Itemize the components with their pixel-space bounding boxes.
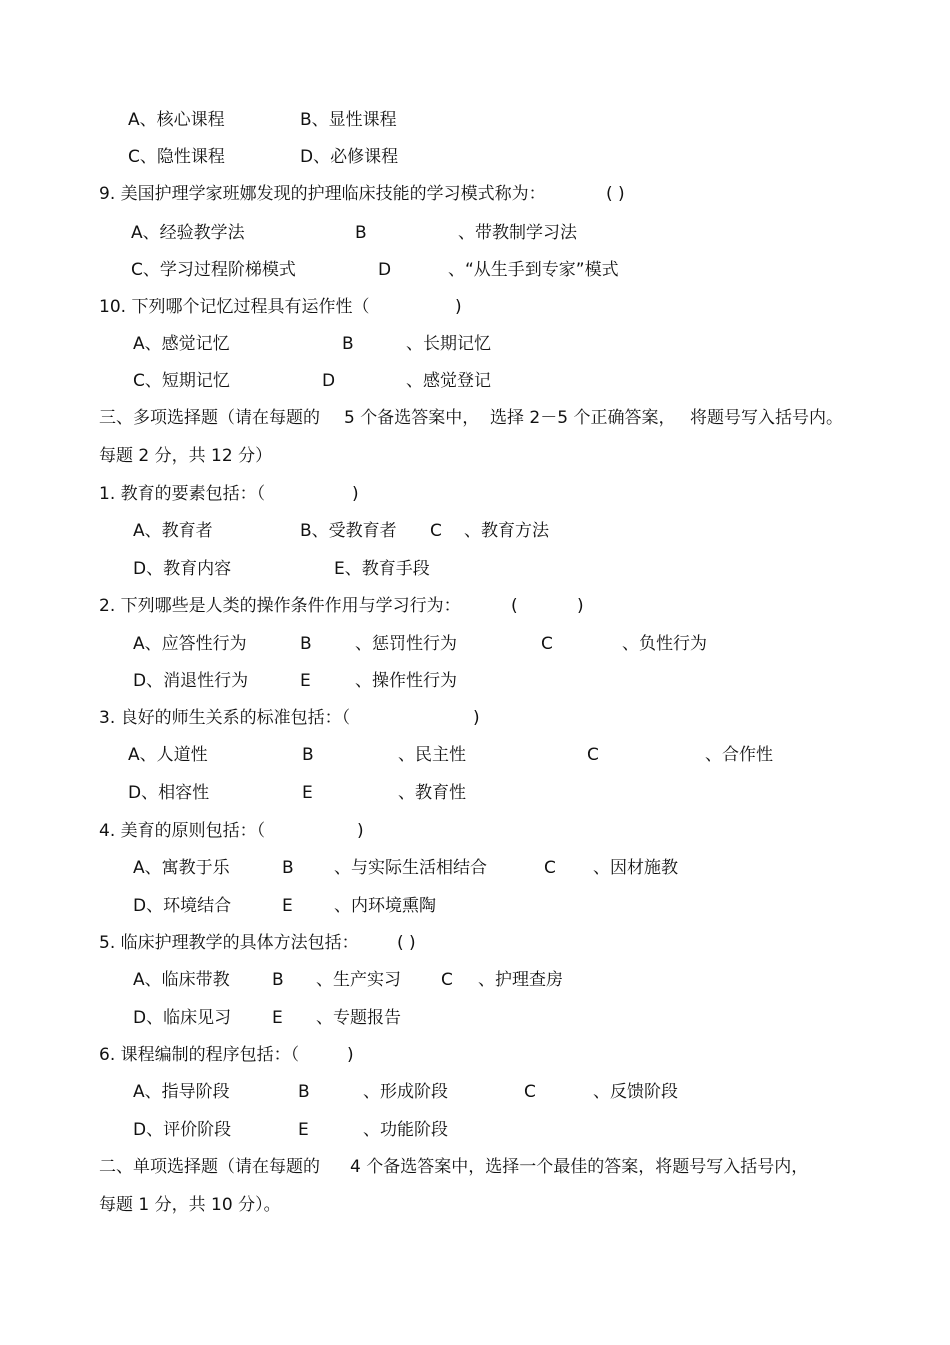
text-segment: B	[282, 858, 294, 878]
text-segment: E	[282, 896, 293, 916]
text-segment: B、显性课程	[300, 110, 397, 130]
text-segment: D、消退性行为	[133, 671, 249, 691]
text-segment: 4. 美育的原则包括：（	[99, 821, 266, 841]
text-segment: 4 个备选答案中，选择一个最佳的答案，将题号写入括号内，	[350, 1157, 809, 1177]
text-segment: 每题 2 分，共 12 分）	[99, 446, 273, 466]
text-segment: 、因材施教	[593, 858, 678, 878]
text-segment: 5 个备选答案中，	[344, 408, 480, 428]
text-segment: 、与实际生活相结合	[334, 858, 487, 878]
text-segment: C	[541, 634, 553, 654]
text-segment: 2. 下列哪些是人类的操作条件作用与学习行为：	[99, 596, 461, 616]
text-segment: E、教育手段	[334, 559, 430, 579]
text-segment: 、内环境熏陶	[334, 896, 436, 916]
text-segment: E	[272, 1008, 283, 1028]
text-segment: 、“从生手到专家”模式	[448, 260, 619, 280]
text-segment: )	[577, 596, 584, 616]
text-segment: A、核心课程	[128, 110, 225, 130]
text-segment: D	[322, 371, 336, 391]
text-segment: E	[302, 783, 313, 803]
text-segment: B	[342, 334, 354, 354]
text-segment: D、评价阶段	[133, 1120, 232, 1140]
text-segment: 将题号写入括号内。	[690, 408, 843, 428]
text-segment: B、受教育者	[300, 521, 397, 541]
text-segment: 、功能阶段	[363, 1120, 448, 1140]
text-segment: 、民主性	[398, 745, 466, 765]
text-segment: C	[441, 970, 453, 990]
text-segment: 、惩罚性行为	[355, 634, 457, 654]
text-segment: 、负性行为	[622, 634, 707, 654]
text-segment: ( )	[606, 184, 625, 204]
text-segment: A、人道性	[128, 745, 208, 765]
text-segment: E	[298, 1120, 309, 1140]
text-segment: A、临床带教	[133, 970, 230, 990]
text-segment: 每题 1 分，共 10 分）。	[99, 1195, 281, 1215]
text-segment: C、学习过程阶梯模式	[131, 260, 296, 280]
text-segment: D、环境结合	[133, 896, 232, 916]
text-segment: )	[352, 484, 359, 504]
text-segment: C	[544, 858, 556, 878]
text-segment: 、专题报告	[316, 1008, 401, 1028]
text-segment: 三、多项选择题（请在每题的	[99, 408, 320, 428]
text-segment: B	[300, 634, 312, 654]
text-segment: A、指导阶段	[133, 1082, 230, 1102]
text-segment: 、形成阶段	[363, 1082, 448, 1102]
text-segment: A、教育者	[133, 521, 213, 541]
text-segment: )	[357, 821, 364, 841]
text-segment: C	[430, 521, 442, 541]
text-segment: B	[302, 745, 314, 765]
text-segment: D	[378, 260, 392, 280]
text-segment: 9. 美国护理学家班娜发现的护理临床技能的学习模式称为：	[99, 184, 546, 204]
text-segment: A、感觉记忆	[133, 334, 230, 354]
text-segment: (	[511, 596, 518, 616]
text-segment: 、操作性行为	[355, 671, 457, 691]
text-segment: A、寓教于乐	[133, 858, 230, 878]
text-segment: 10. 下列哪个记忆过程具有运作性（	[99, 297, 370, 317]
text-segment: C	[587, 745, 599, 765]
text-segment: B	[298, 1082, 310, 1102]
text-segment: 、长期记忆	[406, 334, 491, 354]
text-segment: 、护理查房	[478, 970, 563, 990]
text-segment: 、感觉登记	[406, 371, 491, 391]
text-segment: 、反馈阶段	[593, 1082, 678, 1102]
text-segment: 、带教制学习法	[458, 223, 577, 243]
text-segment: D、必修课程	[300, 147, 399, 167]
text-segment: )	[455, 297, 462, 317]
text-segment: B	[355, 223, 367, 243]
text-segment: D、教育内容	[133, 559, 232, 579]
text-segment: A、经验教学法	[131, 223, 245, 243]
text-segment: D、相容性	[128, 783, 210, 803]
text-segment: B	[272, 970, 284, 990]
text-segment: 二、单项选择题（请在每题的	[99, 1157, 320, 1177]
text-segment: 1. 教育的要素包括：（	[99, 484, 266, 504]
text-segment: ( )	[397, 933, 416, 953]
text-segment: 6. 课程编制的程序包括：（	[99, 1045, 300, 1065]
text-segment: C、隐性课程	[128, 147, 225, 167]
text-segment: 、教育方法	[464, 521, 549, 541]
text-segment: )	[347, 1045, 354, 1065]
text-segment: )	[473, 708, 480, 728]
text-segment: D、临床见习	[133, 1008, 232, 1028]
text-segment: 、合作性	[705, 745, 773, 765]
text-segment: 5. 临床护理教学的具体方法包括：	[99, 933, 359, 953]
text-segment: C	[524, 1082, 536, 1102]
text-segment: A、应答性行为	[133, 634, 247, 654]
text-segment: 、生产实习	[316, 970, 401, 990]
text-segment: 3. 良好的师生关系的标准包括：（	[99, 708, 351, 728]
text-segment: 、教育性	[398, 783, 466, 803]
text-segment: E	[300, 671, 311, 691]
text-segment: C、短期记忆	[133, 371, 230, 391]
text-segment: 选择 2－5 个正确答案，	[490, 408, 676, 428]
